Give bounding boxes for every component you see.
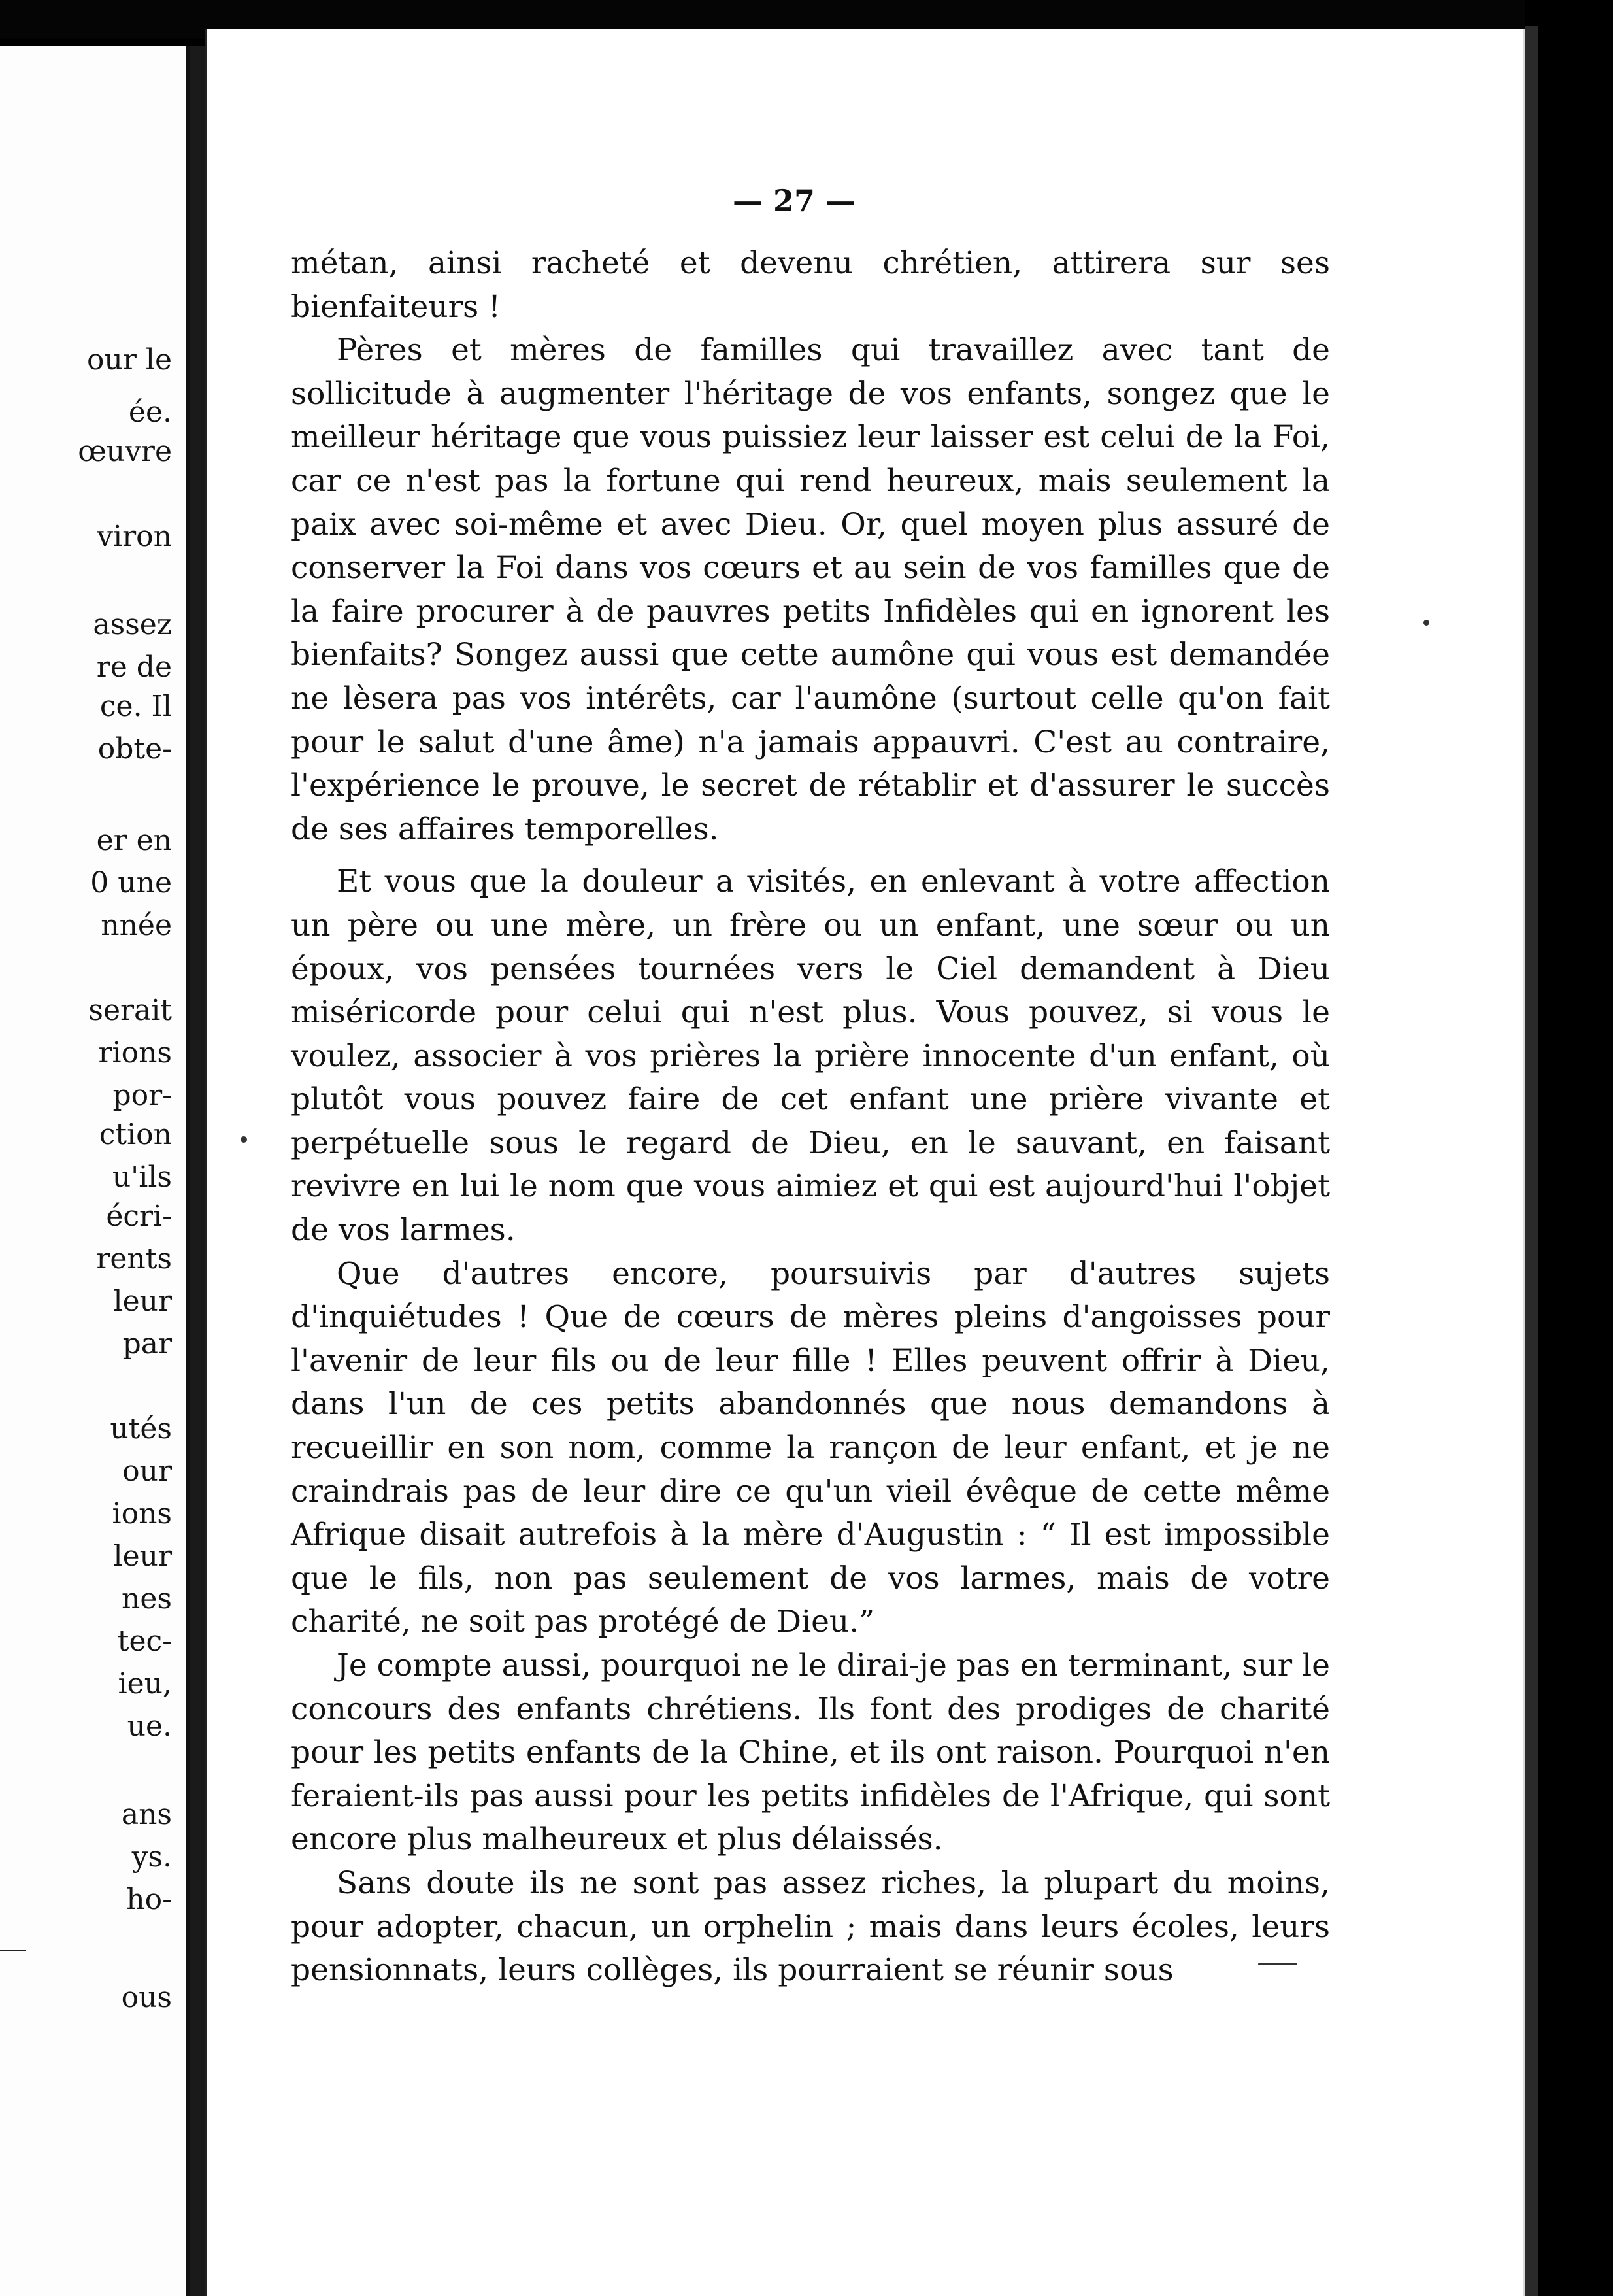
previous-page-line-fragment: ho- <box>126 1883 172 1916</box>
previous-page-line-fragment: er en <box>96 824 172 857</box>
previous-page-line-fragment: nnée <box>101 909 172 942</box>
previous-page-line-fragment: 0 une <box>90 866 172 900</box>
previous-page-line-fragment: par <box>122 1327 172 1360</box>
previous-page-line-fragment: u'ils <box>112 1160 172 1194</box>
previous-page-line-fragment: tec- <box>117 1625 172 1658</box>
paragraph: Pères et mères de familles qui travaillez avec tant de sollicitude à augmenter l'héritage de vos enfants, songez que le meilleur héritage que vous puissiez leur laisser est celui de la Foi, car ce n'est pas la fortune qui rend heureux, mais seulement la paix avec soi-même et avec Dieu. Or, quel moyen plus assuré de conserver la Foi dans vos cœurs et au sein de vos familles que de la faire procurer à de pauvres petits Infidèles qui en ignorent les bienfaits? Songez aussi que cette aumône qui vous est demandée ne lèsera pas vos intérêts, car l'aumône (surtout celle qu'on fait pour le salut d'une âme) n'a jamais appauvri. C'est au contraire, l'expérience le prouve, le secret de rétablir et d'assurer le succès de ses affaires temporelles. <box>291 332 1330 847</box>
print-speck <box>241 1136 247 1143</box>
paragraph: métan, ainsi racheté et devenu chrétien, attirera sur ses bienfaiteurs ! <box>291 245 1330 325</box>
previous-page-line-fragment: our le <box>87 343 172 377</box>
previous-page-line-fragment: ans <box>121 1798 172 1831</box>
body-text <box>291 242 1330 1993</box>
paragraph: Et vous que la douleur a visités, en enlevant à votre affection un père ou une mère, un frère ou un enfant, une sœur ou un époux, vos pensées tournées vers le Ciel demandent à Dieu miséricorde pour celui qui n'est plus. Vous pouvez, si vous le voulez, associer à vos prières la prière innocente d'un enfant, où plutôt vous pouvez faire de cet enfant une prière vivante et perpétuelle sous le regard de Dieu, en le sauvant, en faisant revivre en lui le nom que vous aimiez et qui est aujourd'hui l'objet de vos larmes. <box>291 864 1330 1249</box>
previous-page-text <box>0 46 186 2296</box>
previous-page-line-fragment: ions <box>112 1497 172 1530</box>
paragraph: Sans doute ils ne sont pas assez riches, la plupart du moins, pour adopter, chacun, un orphelin ; mais dans leurs écoles, leurs pensionnats, leurs collèges, ils pourraient se réunir sous <box>291 1865 1330 1989</box>
previous-page-line-fragment: leur <box>113 1285 172 1318</box>
book-gutter <box>190 46 205 2296</box>
scan-background-right <box>1525 0 1613 2296</box>
previous-page-line-fragment: nes <box>122 1582 172 1615</box>
page-edge-shadow <box>1525 26 1538 2296</box>
previous-page-line-fragment: viron <box>97 520 172 553</box>
print-speck <box>1423 620 1429 626</box>
previous-page-edge <box>0 46 190 2296</box>
previous-page-line-fragment: leur <box>113 1540 172 1573</box>
previous-page-line-fragment: ée. <box>128 396 172 429</box>
paragraph: Que d'autres encore, poursuivis par d'autres sujets d'inquiétudes ! Que de cœurs de mères pleins d'angoisses pour l'avenir de leur fils ou de leur fille ! Elles peuvent offrir à Dieu, dans l'un de ces petits abandonnés que nous demandons à recueillir en son nom, comme la rançon de leur enfant, et je ne craindrais pas de leur dire ce qu'un vieil évêque de cette même Afrique disait autrefois à la mère d'Augustin : “ Il est impossible que le fils, non pas seulement de vos larmes, mais de votre charité, ne soit pas protégé de Dieu.” <box>291 1255 1330 1640</box>
previous-page-line-fragment: ys. <box>131 1840 172 1874</box>
page-number: — 27 — <box>732 183 856 218</box>
previous-page-line-fragment: re de <box>96 650 172 684</box>
previous-page-rule <box>0 1950 26 1951</box>
previous-page-line-fragment: ction <box>99 1118 172 1151</box>
previous-page-line-fragment: rions <box>98 1036 172 1070</box>
paragraph: Je compte aussi, pourquoi ne le dirai-je pas en terminant, sur le concours des enfants chrétiens. Ils font des prodiges de charité pour les petits enfants de la Chine, et ils ont raison. Pourquoi n'en feraient-ils pas aussi pour les petits infidèles de l'Afrique, qui sont encore plus malheureux et plus délaissés. <box>291 1647 1330 1858</box>
previous-page-line-fragment: rents <box>96 1242 172 1275</box>
print-speck <box>1258 1963 1297 1965</box>
previous-page-line-fragment: œuvre <box>78 435 172 468</box>
previous-page-line-fragment: écri- <box>106 1200 172 1233</box>
previous-page-line-fragment: por- <box>112 1079 172 1112</box>
previous-page-line-fragment: ce. Il <box>99 690 172 723</box>
previous-page-line-fragment: assez <box>93 608 172 641</box>
previous-page-line-fragment: obte- <box>97 732 172 766</box>
previous-page-line-fragment: our <box>122 1455 172 1488</box>
previous-page-line-fragment: serait <box>88 994 172 1027</box>
previous-page-line-fragment: ue. <box>127 1710 172 1743</box>
previous-page-line-fragment: ieu, <box>118 1667 172 1700</box>
previous-page-line-fragment: ous <box>121 1981 172 2014</box>
previous-page-line-fragment: utés <box>110 1412 172 1445</box>
